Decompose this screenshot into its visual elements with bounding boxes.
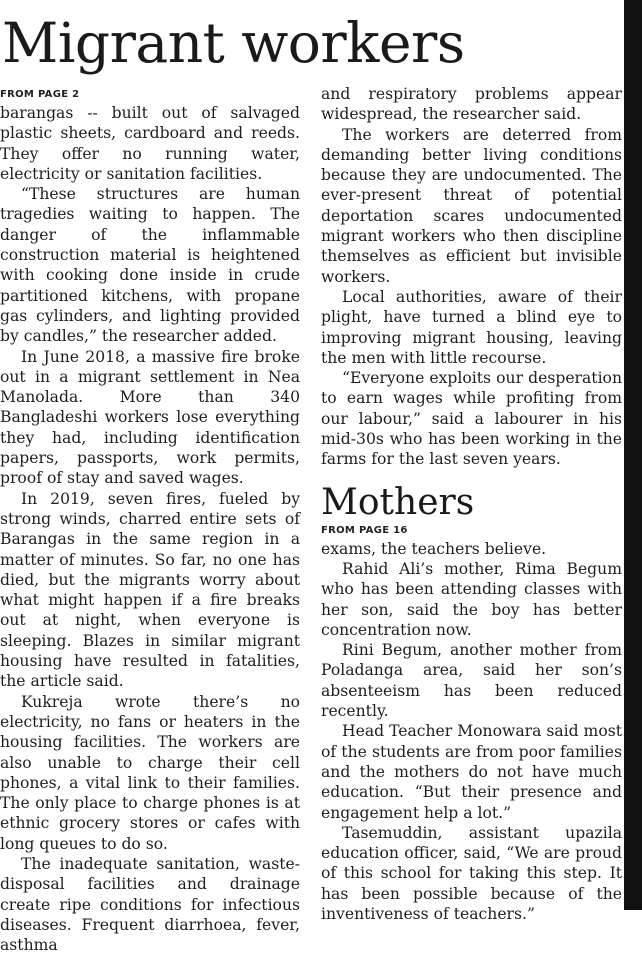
paragraph: The workers are deterred from demanding better living conditions because they are undocumented. The ever-present threat of potential deportation scares undocumented migrant workers who then discipline themselves as efficient but invisible workers.	[321, 125, 622, 286]
paragraph: Local authorities, aware of their plight, have turned a blind eye to improving migrant housing, leaving the men with little recourse.	[321, 287, 622, 367]
paragraph: The inadequate sanitation, waste-disposal facilities and drainage create ripe conditions for infectious diseases. Frequent diarrhoea, fever, asthma	[0, 854, 300, 955]
paragraph: Tasemuddin, assistant upazila education officer, said, “We are proud of this school for taking this step. It has been possible because of the inventiveness of teachers.”	[321, 823, 622, 923]
paragraph: In June 2018, a massive fire broke out in a migrant settlement in Nea Manolada. More than 340 Bangladeshi workers lose everything they had, including identification papers, passports, work permits, proof of stay and saved wages.	[0, 347, 300, 488]
paragraph: and respiratory problems appear widespread, the researcher said.	[321, 85, 622, 124]
kicker-from-page-16: FROM PAGE 16	[321, 524, 408, 536]
left-column	[0, 88, 300, 955]
paragraph: Rahid Ali’s mother, Rima Begum who has been attending classes with her son, said the boy has better concentration now.	[321, 559, 622, 639]
headline-migrant-workers: Migrant workers	[2, 11, 465, 75]
paragraph: In 2019, seven fires, fueled by strong winds, charred entire sets of Barangas in the same region in a matter of minutes. So far, no one has died, but the migrants worry about what might happen if a fire breaks out at night, when everyone is sleeping. Blazes in similar migrant housing have resulted in fatalities, the article said.	[0, 489, 300, 691]
paragraph: barangas -- built out of salvaged plastic sheets, cardboard and reeds. They offer no running water, electricity or sanitation facilities.	[0, 104, 300, 183]
kicker-from-page-2: FROM PAGE 2	[0, 89, 80, 100]
paragraph: Kukreja wrote there’s no electricity, no fans or heaters in the housing facilities. The workers are also unable to charge their cell phones, a vital link to their families. The only place to charge phones is at ethnic grocery stores or cafes with long queues to do so.	[0, 692, 300, 853]
paragraph: Head Teacher Monowara said most of the students are from poor families and the mothers do not have much education. “But their presence and engagement help a lot.”	[321, 722, 623, 822]
paragraph: exams, the teachers believe.	[321, 539, 547, 558]
paragraph: Rini Begum, another mother from Poladanga area, said her son’s absenteeism has been reduced recently.	[321, 641, 622, 721]
right-column	[321, 84, 622, 924]
headline-mothers: Mothers	[321, 481, 475, 523]
paragraph: “Everyone exploits our desperation to earn wages while profiting from our labour,” said a labourer in his mid-30s who has been working in the farms for the last seven years.	[321, 369, 622, 469]
paragraph: “These structures are human tragedies waiting to happen. The danger of the inflammable construction material is heightened with cooking done inside in crude partitioned kitchens, with propane gas cylinders, and lighting provided by candles,” the researcher added.	[0, 185, 300, 346]
page-edge	[624, 0, 642, 910]
